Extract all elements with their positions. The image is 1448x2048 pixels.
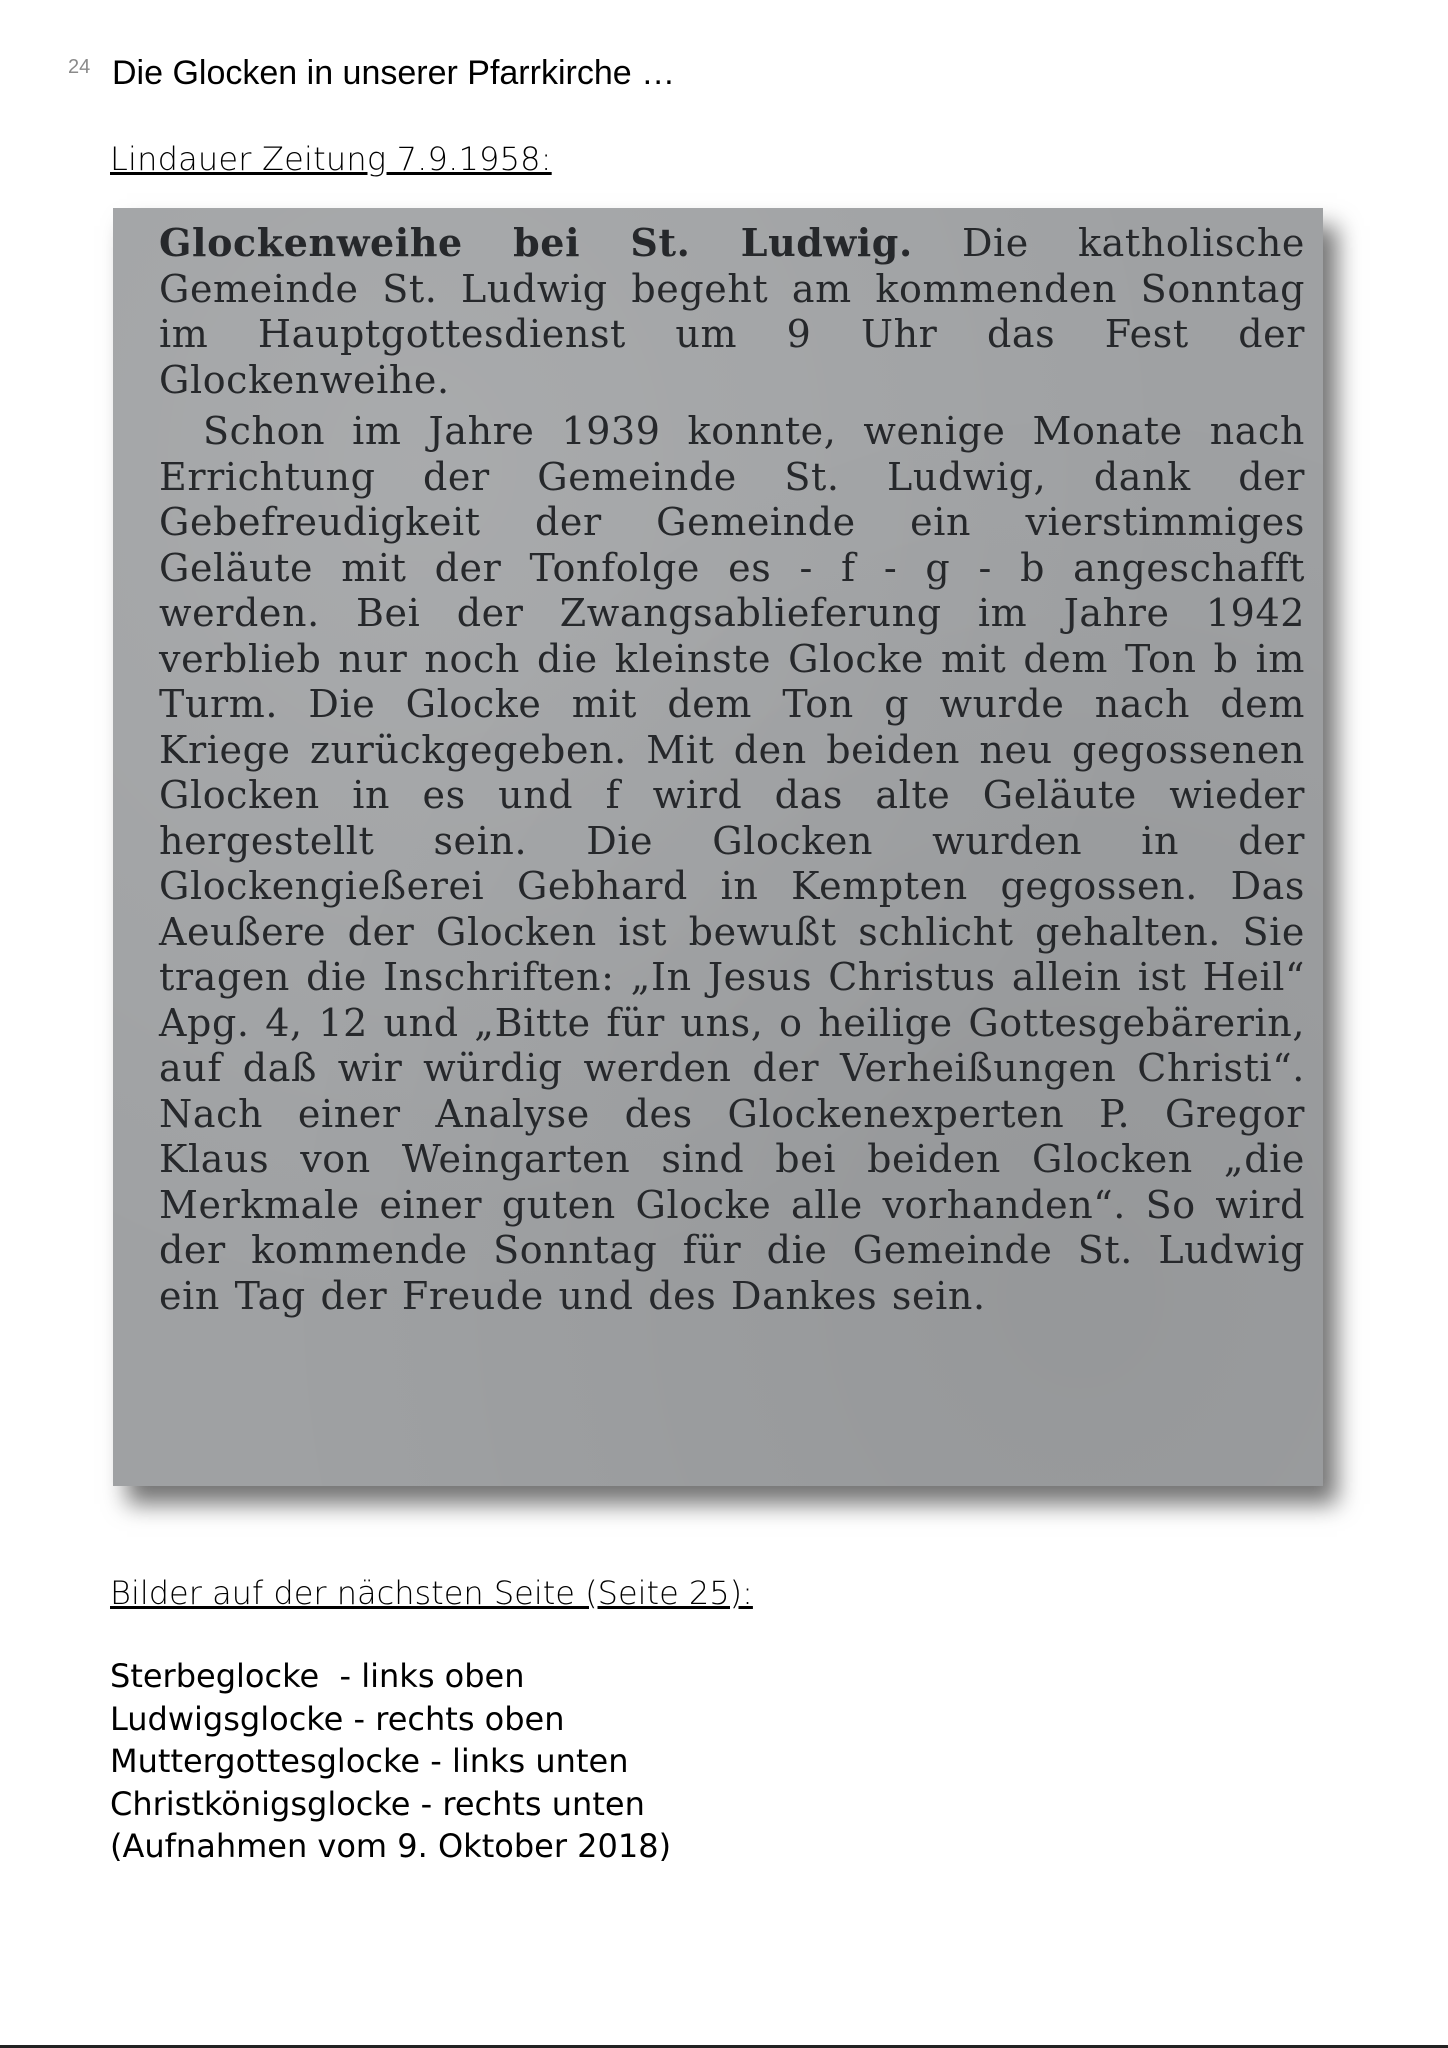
list-item: Muttergottesglocke - links unten <box>110 1742 629 1780</box>
clipping-paragraph-2: Schon im Jahre 1939 konnte, wenige Monate nach Errichtung der Gemeinde St. Ludwig, dank der Gebefreudigkeit der Gemeinde ein vierstimmiges Geläute mit der Tonfolge es - f - g - b angeschafft werden. Bei der Zwangsablieferung im Jahre 1942 verblieb nur noch die kleinste Glocke mit dem Ton b im Turm. Die Glocke mit dem Ton g wurde nach dem Kriege zurückgegeben. Mit den beiden neu gegossenen Glocken in es und f wird das alte Geläute wieder hergestellt sein. Die Glocken wurden in der Glockengießerei Gebhard in Kempten gegossen. Das Aeußere der Glocken ist bewußt schlicht gehalten. Sie tragen die Inschriften: „In Jesus Christus allein ist Heil“ Apg. 4, 12 und „Bitte für uns, o heilige Gottesgebärerin, auf daß wir würdig werden der Verheißungen Christi“. Nach einer Analyse des Glockenexperten P. Gregor Klaus von Weingarten sind bei beiden Glocken „die Merkmale einer guten Glocke alle vorhanden“. So wird der kommende Sonntag für die Gemeinde St. Ludwig ein Tag der Freude und des Dankes sein. <box>159 409 1305 1318</box>
picture-list <box>110 1655 671 1868</box>
list-item: Ludwigsglocke - rechts oben <box>110 1699 565 1738</box>
list-item: Christkönigsglocke - rechts unten <box>110 1784 645 1823</box>
newspaper-source-label: Lindauer Zeitung 7.9.1958: <box>110 140 552 178</box>
list-item: Sterbeglocke - links oben <box>110 1657 525 1695</box>
clipping-headline: Glockenweihe bei St. Ludwig. <box>159 220 913 265</box>
clipping-paragraph-1 <box>159 220 1305 403</box>
newspaper-clipping-image <box>113 208 1323 1486</box>
page-title: Die Glocken in unserer Pfarrkirche … <box>112 54 676 92</box>
clipping-paragraph-1-text: Die katholische Gemeinde St. Ludwig begeht am kommenden Sonntag im Hauptgottesdienst um 9 Uhr das Fest der Glockenweihe. <box>159 221 1305 402</box>
list-item: (Aufnahmen vom 9. Oktober 2018) <box>110 1827 672 1865</box>
pictures-heading: Bilder auf der nächsten Seite (Seite 25): <box>110 1574 753 1612</box>
page-number: 24 <box>68 56 91 78</box>
